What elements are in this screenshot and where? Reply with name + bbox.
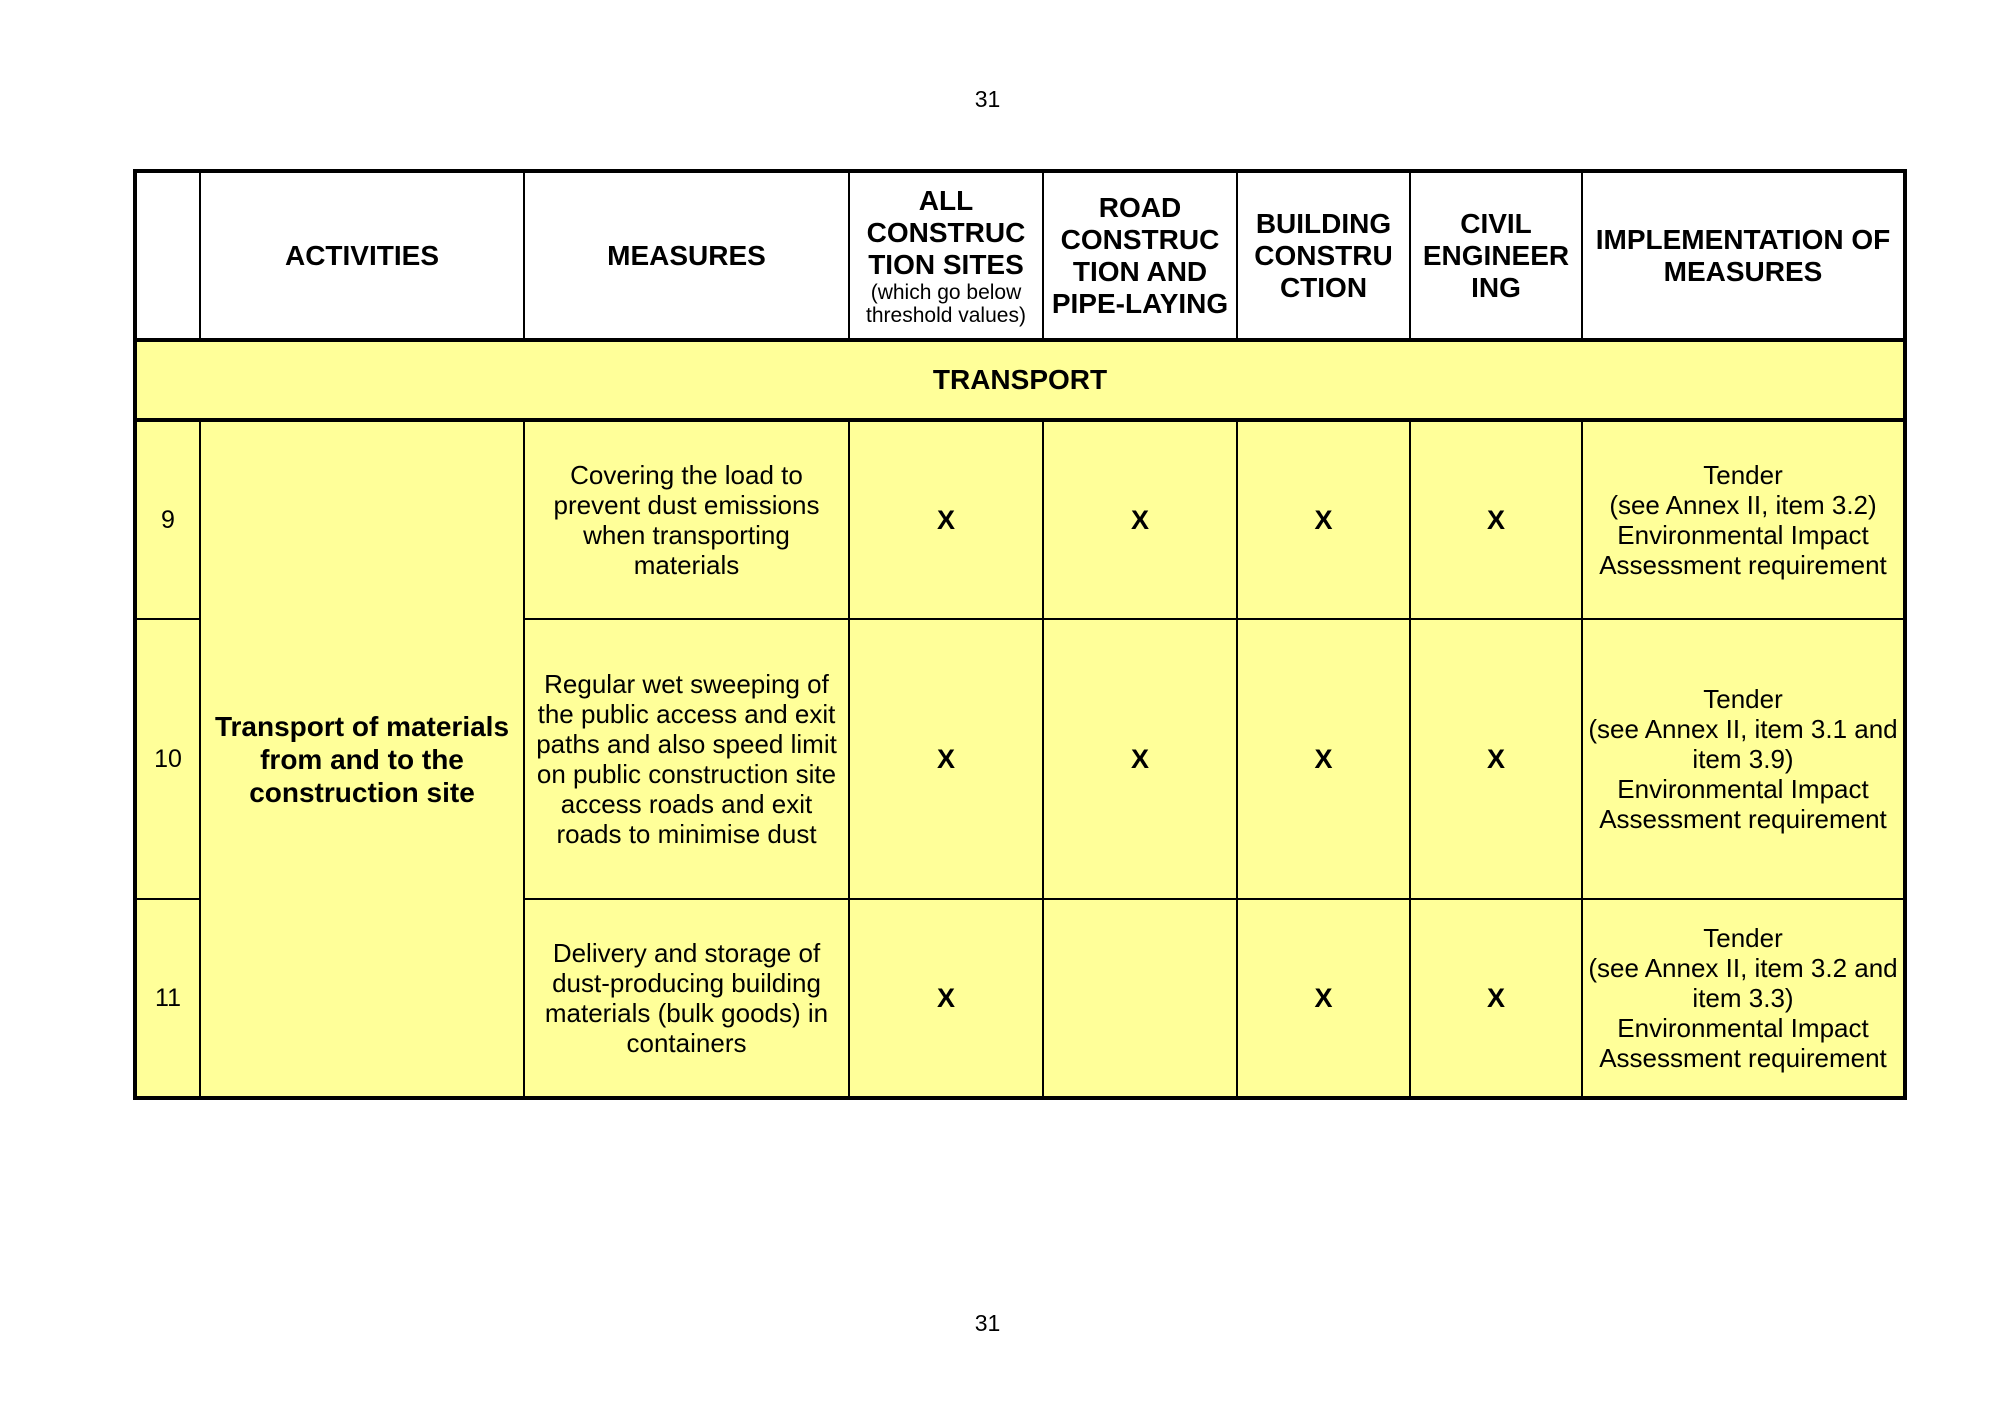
table-row <box>135 420 1905 619</box>
implementation-cell <box>1582 619 1905 899</box>
implementation-cell <box>1582 899 1905 1098</box>
section-title: TRANSPORT <box>135 340 1905 420</box>
mark-road <box>1043 899 1237 1098</box>
header-num <box>135 171 200 340</box>
mark-civil: X <box>1410 619 1582 899</box>
measure-cell: Delivery and storage of dust-producing building materials (bulk goods) in containers <box>524 899 849 1098</box>
mark-all-sites: X <box>849 420 1043 619</box>
measures-table <box>133 169 1907 1100</box>
row-number: 9 <box>135 420 200 619</box>
mark-building: X <box>1237 619 1410 899</box>
mark-civil: X <box>1410 420 1582 619</box>
mark-road: X <box>1043 420 1237 619</box>
implementation-line2: (see Annex II, item 3.1 and item 3.9) <box>1588 714 1898 774</box>
implementation-line3: Environmental Impact Assessment requirement <box>1599 774 1887 834</box>
header-building: BUILDING CONSTRU CTION <box>1237 171 1410 340</box>
header-activities: ACTIVITIES <box>200 171 524 340</box>
implementation-line1: Tender <box>1703 684 1783 714</box>
page-number-bottom: 31 <box>974 1310 1001 1336</box>
mark-building: X <box>1237 899 1410 1098</box>
header-civil: CIVIL ENGINEER ING <box>1410 171 1582 340</box>
page-number-top: 31 <box>974 86 1001 112</box>
row-number: 11 <box>135 899 200 1098</box>
header-all-sites <box>849 171 1043 340</box>
implementation-line3: Environmental Impact Assessment requirement <box>1599 520 1887 580</box>
implementation-line2: (see Annex II, item 3.2 and item 3.3) <box>1588 953 1898 1013</box>
header-implementation: IMPLEMENTATION OF MEASURES <box>1582 171 1905 340</box>
measure-cell: Covering the load to prevent dust emissions when transporting materials <box>524 420 849 619</box>
section-row <box>135 340 1905 420</box>
implementation-line1: Tender <box>1703 460 1783 490</box>
implementation-cell <box>1582 420 1905 619</box>
header-road: ROAD CONSTRUC TION AND PIPE-LAYING <box>1043 171 1237 340</box>
mark-civil: X <box>1410 899 1582 1098</box>
header-measures: MEASURES <box>524 171 849 340</box>
mark-all-sites: X <box>849 619 1043 899</box>
mark-road: X <box>1043 619 1237 899</box>
header-all-sites-note: (which go below threshold values) <box>866 280 1026 327</box>
measure-cell: Regular wet sweeping of the public access and exit paths and also speed limit on public construction site access roads and exit roads to minimise dust <box>524 619 849 899</box>
activity-cell: Transport of materials from and to the construction site <box>200 420 524 1098</box>
implementation-line3: Environmental Impact Assessment requirement <box>1599 1013 1887 1073</box>
header-all-sites-label: ALL CONSTRUC TION SITES <box>866 184 1026 280</box>
implementation-line2: (see Annex II, item 3.2) <box>1609 490 1877 520</box>
mark-all-sites: X <box>849 899 1043 1098</box>
mark-building: X <box>1237 420 1410 619</box>
implementation-line1: Tender <box>1703 923 1783 953</box>
table-header-row <box>135 171 1905 340</box>
row-number: 10 <box>135 619 200 899</box>
